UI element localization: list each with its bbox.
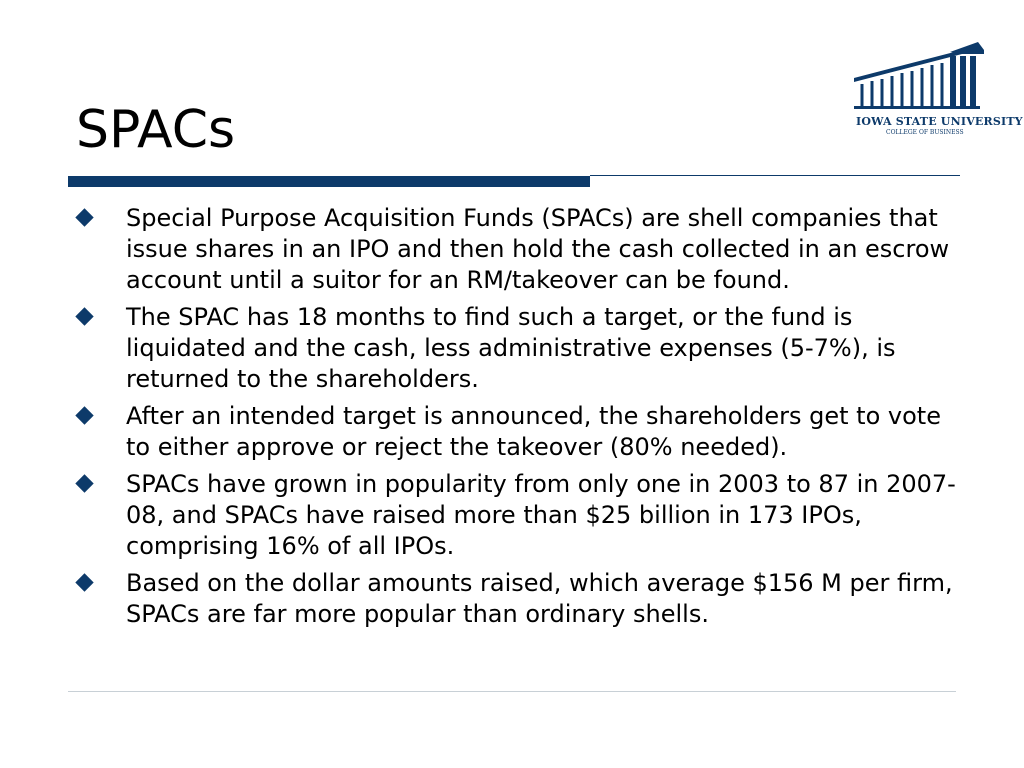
diamond-bullet-icon bbox=[75, 474, 93, 492]
bullet-text: The SPAC has 18 months to find such a target, or the fund is liquidated and the cash, less administrative expenses (5-7%), is returned to the shareholders. bbox=[126, 303, 896, 393]
footer-divider bbox=[68, 691, 956, 692]
diamond-bullet-icon bbox=[75, 573, 93, 591]
diamond-bullet-icon bbox=[75, 208, 93, 226]
logo-subtitle: COLLEGE OF BUSINESS bbox=[886, 129, 964, 136]
slide-title: SPACs bbox=[76, 100, 236, 160]
diamond-bullet-icon bbox=[75, 406, 93, 424]
title-rule-thick bbox=[68, 176, 590, 187]
bullet-item bbox=[76, 302, 956, 395]
bullet-item bbox=[76, 203, 956, 296]
bullet-text: Special Purpose Acquisition Funds (SPACs) are shell companies that issue shares in an IPO and then hold the cash collected in an escrow account until a suitor for an RM/takeover can be found. bbox=[126, 204, 950, 294]
bullet-item bbox=[76, 568, 956, 630]
bullet-text: Based on the dollar amounts raised, which average $156 M per firm, SPACs are far more popular than ordinary shells. bbox=[126, 569, 953, 628]
bullet-item bbox=[76, 469, 956, 562]
bullet-text: SPACs have grown in popularity from only one in 2003 to 87 in 2007-08, and SPACs have raised more than $25 billion in 173 IPOs, comprising 16% of all IPOs. bbox=[126, 470, 956, 560]
bullet-text: After an intended target is announced, the shareholders get to vote to either approve or reject the takeover (80% needed). bbox=[126, 402, 941, 461]
diamond-bullet-icon bbox=[75, 307, 93, 325]
bullet-list bbox=[76, 203, 956, 636]
bullet-item bbox=[76, 401, 956, 463]
title-rule-thin bbox=[590, 175, 960, 176]
logo-name: IOWA STATE UNIVERSITY bbox=[856, 115, 1023, 128]
